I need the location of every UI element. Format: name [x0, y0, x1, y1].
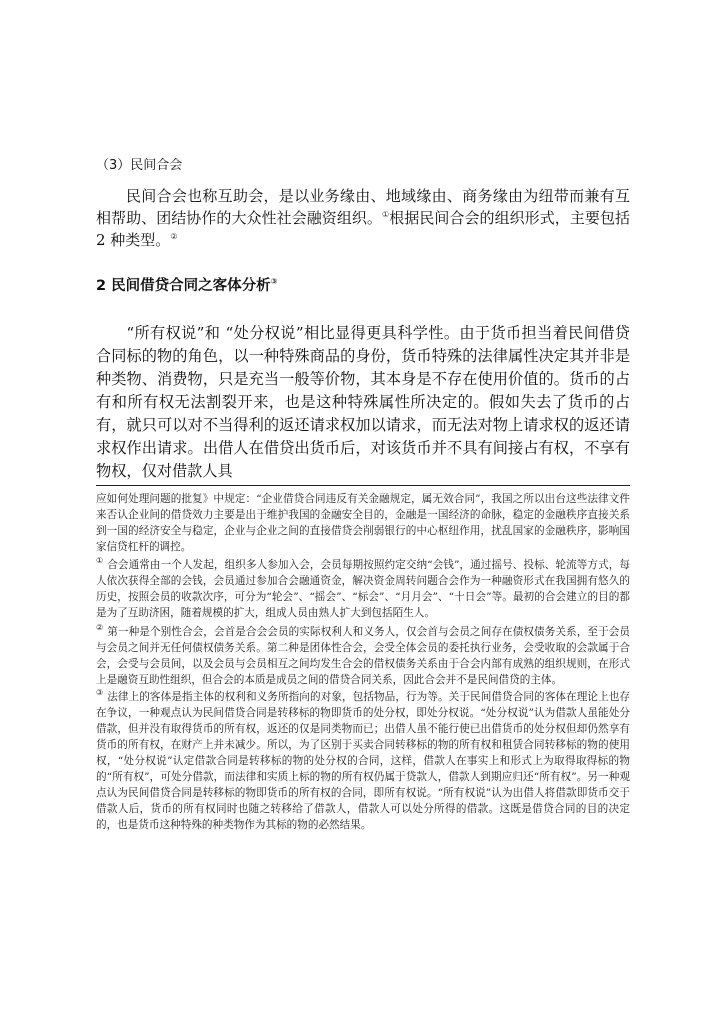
footnote-ref-2[interactable]: ②: [170, 232, 178, 241]
main-paragraph: “所有权说”和 “处分权说”相比显得更具科学性。由于货币担当着民间借贷合同标的物的角色，以一种特殊商品的身份，货币特殊的法律属性决定其并非是种类物、消费物，只是充当一般等价物，其本身是不存在使用价值的。货币的占有和所有权无法割裂开来，也是这种特殊属性所决定的。假如失去了货币的占有，就只可以对不当得利的返还请求权加以请求，而无法对物上请求权的返还请求权作出请求。出借人在借贷出货币后，对该货币并不具有间接占有权，不享有物权，仅对借款人具: [96, 324, 630, 480]
footnote-1: [96, 557, 630, 621]
footnote-mark: ①: [96, 556, 104, 566]
footnote-continuation: 应如何处理问题的批复》中规定：“企业借贷合同违反有关金融规定，属无效合同”，我国之所以出台这些法律文件来否认企业间的借贷效力主要是出于维护我国的金融安全目的，金融是一国经济的命脉，稳定的金融秩序直接关系到一国的经济安全与稳定，企业与企业之间的直接借贷会削弱银行的中心枢纽作用，扰乱国家的金融秩序，影响国家信贷杠杆的调控。: [96, 493, 630, 553]
footnote-ref-3[interactable]: ③: [270, 277, 278, 287]
subsection-heading: （3）民间合会: [96, 158, 183, 173]
paragraph-text: 根据民间合会的组织形式，主要包括 2 种类型。: [96, 209, 630, 249]
hehui-definition-paragraph: [96, 185, 630, 251]
footnote-divider: [96, 485, 630, 486]
footnote-3: [96, 689, 630, 833]
footnote-text: 第一种是个别性合会，会首是合会会员的实际权利人和义务人，仅会首与会员之间存在债权债务关系，至于会员与会员之间并无任何债权债务关系。第二种是团体性合会，会受全体会员的委托执行业务，会受收取的会款属于合会，会受与会员间，以及会员与会员相互之间均发生合会的借权债务关系由于合会内部有成熟的组织规则，在形式上是融资互助性组织，但合会的本质是成员之间的借贷合同关系，因此合会并不是民间借贷的主体。: [96, 626, 630, 686]
footnote-mark: ③: [96, 688, 104, 698]
footnote-mark: ②: [96, 623, 104, 633]
footnote-ref-1[interactable]: ①: [381, 210, 390, 219]
section-heading-text: 2 民间借贷合同之客体分析: [96, 278, 271, 294]
footnote-text: 合会通常由一个人发起，组织多人参加入会，会员每期按照约定交纳“会钱”，通过摇号、投标、轮流等方式，每人依次获得全部的会钱，会员通过参加合会融通资金，解决资金周转问题合会作为一种融资形式在我国拥有悠久的历史，按照会员的收款次序，可分为“轮会”、“摇会”、“标会”、“月月会”、“十日会”等。最初的合会建立的目的都是为了互助济困，随着规模的扩大，组成人员由熟人扩大到包括陌生人。: [96, 559, 631, 619]
section-heading: [96, 276, 277, 296]
footnote-text: 法律上的客体是指主体的权利和义务所指向的对象，包括物品，行为等。关于民间借贷合同的客体在理论上也存在争议，一种观点认为民间借贷合同是转移标的物即货币的处分权，即处分权说。“处分权说”认为借款人虽能处分借款，但并没有取得货币的所有权，返还的仅是同类物而已；出借人虽不能行使已出借货币的处分权但却仍然享有货币的所有权，在财产上并未减少。所以，为了区别于买卖合同转移标的物的所有权和租赁合同转移标的物的使用权，“处分权说”认定借款合同是转移标的物的处分权的合同，这样，借款人在事实上和形式上为取得取得标的物的“所有权”，可处分借款，而法律和实质上标的物的所有权仍属于贷款人，借款人到期应归还“所有权”。另一种观点认为民间借贷合同是转移标的物即货币的所有权的合同，即所有权说。“所有权说”认为出借人将借款即货币交于借款人后，货币的所有权同时也随之转移给了借款人，借款人可以处分所得的借款。这既是借贷合同的目的决定的，也是货币这种特殊的种类物作为其标的物的必然结果。: [96, 691, 630, 831]
paragraph-text: 民间合会也称互助会，是以业务缘由、地域缘由、商务缘由为纽带而兼有互相帮助、团结协作的大众性社会融资组织。: [96, 187, 630, 227]
footnote-2: [96, 624, 630, 688]
